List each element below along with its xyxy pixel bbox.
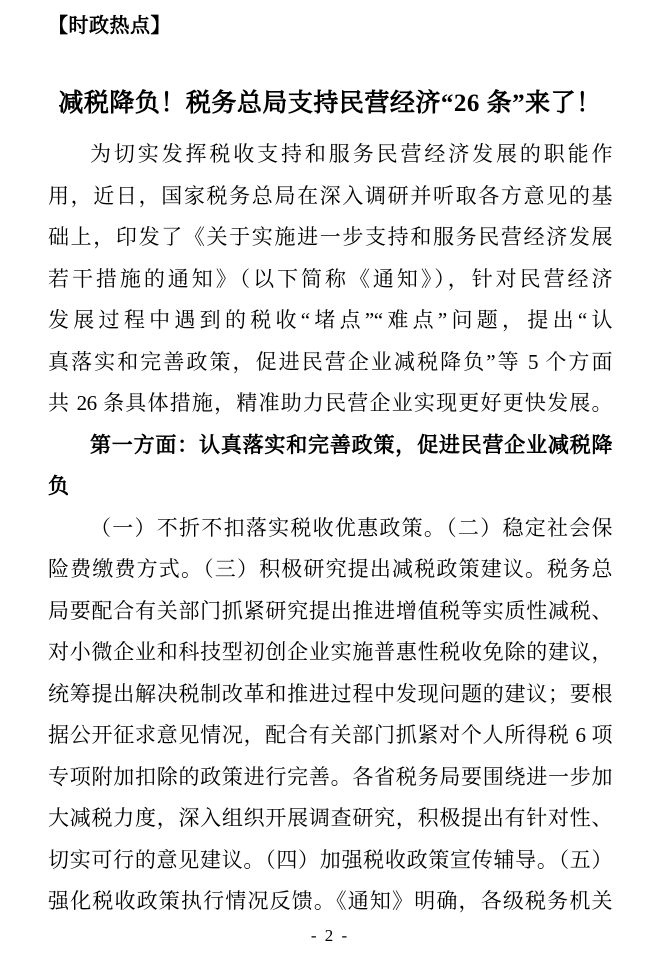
body-text-line: 发展过程中遇到的税收“堵点”“难点”问题，提出“认: [48, 308, 612, 332]
body-text-line: 用，近日，国家税务总局在深入调研并听取各方意见的基: [48, 183, 612, 208]
body-text-line: 真落实和完善政策，促进民营企业减税降负”等 5 个方面: [48, 349, 612, 374]
body-text-line: 若干措施的通知》（以下简称《通知》），针对民营经济: [48, 266, 612, 291]
body-text-line: 础上，印发了《关于实施进一步支持和服务民营经济发展: [48, 225, 612, 249]
body-text-line: 对小微企业和科技型初创企业实施普惠性税收免除的建议，: [48, 640, 612, 664]
body-text-line: 大减税力度，深入组织开展调查研究，积极提出有针对性、: [48, 806, 612, 830]
section-tag: 【时政热点】: [48, 15, 171, 37]
body-text-line: 切实可行的意见建议。（四）加强税收政策宣传辅导。（五）: [48, 847, 612, 872]
body-text-line: 险费缴费方式。（三）积极研究提出减税政策建议。税务总: [48, 557, 612, 581]
body-text-line: （一）不折不扣落实税收优惠政策。（二）稳定社会保: [90, 515, 612, 540]
body-heading-line: 负: [48, 474, 69, 498]
body-text-line: 强化税收政策执行情况反馈。《通知》明确，各级税务机关: [48, 889, 612, 913]
body-text-line: 共 26 条具体措施，精准助力民营企业实现更好更快发展。: [48, 391, 612, 415]
article-body: [48, 134, 612, 923]
body-heading-line: 第一方面：认真落实和完善政策，促进民营企业减税降: [90, 432, 612, 457]
body-text-line: 为切实发挥税收支持和服务民营经济发展的职能作: [90, 142, 612, 166]
body-text-line: 据公开征求意见情况，配合有关部门抓紧对个人所得税 6 项: [48, 723, 612, 747]
page-number: - 2 -: [310, 926, 350, 945]
body-text-line: 统筹提出解决税制改革和推进过程中发现问题的建议；要根: [48, 681, 612, 706]
article-title: 减税降负！税务总局支持民营经济“26 条”来了！: [58, 90, 602, 117]
body-text-line: 局要配合有关部门抓紧研究提出推进增值税等实质性减税、: [48, 598, 612, 623]
body-text-line: 专项附加扣除的政策进行完善。各省税务局要围绕进一步加: [48, 764, 612, 789]
